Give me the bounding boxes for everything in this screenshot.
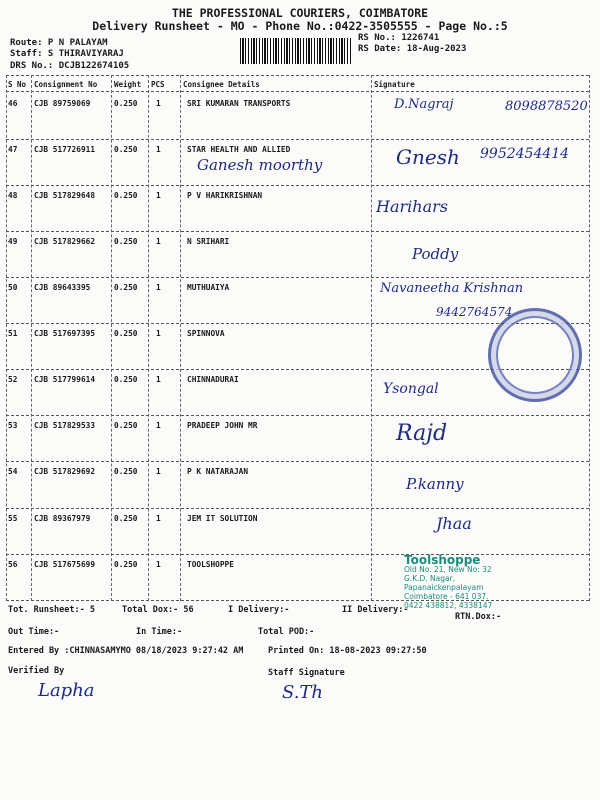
row-weight: 0.250 [114, 99, 138, 108]
row-weight: 0.250 [114, 375, 138, 384]
row-consignee: SRI KUMARAN TRANSPORTS [187, 99, 291, 108]
row-pcs: 1 [156, 375, 161, 384]
table-row [0, 421, 600, 466]
row-divider [6, 139, 589, 140]
row-weight: 0.250 [114, 421, 138, 430]
row-sno: 54 [8, 467, 18, 476]
row-consignee: MUTHUAIYA [187, 283, 230, 292]
row-divider [6, 554, 589, 555]
rs-date: RS Date: 18-Aug-2023 [358, 44, 467, 54]
row-weight: 0.250 [114, 467, 138, 476]
handwritten-signature: Ysongal [383, 381, 439, 397]
handwritten-signature: Gnesh [396, 145, 460, 169]
row-pcs: 1 [156, 145, 161, 154]
row-consignee: N SRIHARI [187, 237, 230, 246]
table-row [0, 191, 600, 236]
row-divider [6, 508, 589, 509]
toolshoppe-address-1: Old No. 21, New No: 32 [404, 565, 492, 574]
row-divider [6, 231, 589, 232]
handwritten-phone: 8098878520 [505, 99, 588, 114]
toolshoppe-address-3: Coimbatore - 641 037. [404, 592, 489, 601]
staff-label: Staff: S THIRAVIYARAJ [10, 49, 124, 59]
col-header-pcs: PCS [151, 80, 165, 89]
handwritten-name: Ganesh moorthy [197, 156, 323, 174]
table-row [0, 145, 600, 190]
table-top-rule [6, 75, 589, 76]
runsheet-title: Delivery Runsheet - MO - Phone No.:0422-3505555 - Page No.:5 [92, 19, 508, 33]
verified-handwritten-signature: Lapha [38, 680, 95, 701]
row-consignment: CJB 89643395 [34, 283, 91, 292]
row-consignee: STAR HEALTH AND ALLIED [187, 145, 291, 154]
toolshoppe-phone: 0422 438812, 4338147 [404, 601, 493, 610]
col-header-sno: S No [8, 80, 27, 89]
handwritten-phone: 9952454414 [480, 146, 570, 162]
col-header-weight: Weight [114, 80, 142, 89]
staff-handwritten-signature: S.Th [282, 682, 324, 703]
row-pcs: 1 [156, 467, 161, 476]
handwritten-signature: Rajd [396, 421, 448, 446]
total-runsheet: Tot. Runsheet:- 5 [8, 605, 95, 615]
table-row [0, 99, 600, 144]
row-pcs: 1 [156, 283, 161, 292]
row-sno: 49 [8, 237, 18, 246]
row-sno: 48 [8, 191, 18, 200]
row-consignment: CJB 517829662 [34, 237, 96, 246]
row-weight: 0.250 [114, 237, 138, 246]
row-consignee: JEM IT SOLUTION [187, 514, 258, 523]
handwritten-signature: Harihars [376, 197, 448, 216]
row-weight: 0.250 [114, 283, 138, 292]
row-sno: 52 [8, 375, 18, 384]
row-pcs: 1 [156, 191, 161, 200]
handwritten-signature: Navaneetha Krishnan [380, 281, 524, 296]
row-sno: 51 [8, 329, 18, 338]
row-consignee: P K NATARAJAN [187, 467, 249, 476]
row-consignment: CJB 517697395 [34, 329, 96, 338]
toolshoppe-address-2: G.K.D. Nagar, Papanaickenpalayam [404, 574, 484, 592]
table-row [0, 514, 600, 559]
row-consignment: CJB 517799614 [34, 375, 96, 384]
handwritten-signature: D.Nagraj [394, 97, 454, 112]
printed-on: Printed On: 18-08-2023 09:27:50 [268, 646, 427, 656]
row-pcs: 1 [156, 560, 161, 569]
rs-number: RS No.: 1226741 [358, 33, 440, 43]
row-sno: 55 [8, 514, 18, 523]
row-consignment: CJB 517726911 [34, 145, 96, 154]
table-header-rule [6, 91, 589, 92]
row-weight: 0.250 [114, 514, 138, 523]
row-divider [6, 185, 589, 186]
in-time: In Time:- [136, 627, 183, 637]
staff-signature-label: Staff Signature [268, 668, 345, 678]
row-consignment: CJB 89759069 [34, 99, 91, 108]
table-row [0, 237, 600, 282]
i-delivery: I Delivery:- [228, 605, 290, 615]
row-pcs: 1 [156, 329, 161, 338]
row-consignment: CJB 89367979 [34, 514, 91, 523]
row-pcs: 1 [156, 237, 161, 246]
row-consignee: CHINNADURAI [187, 375, 239, 384]
row-weight: 0.250 [114, 145, 138, 154]
company-round-stamp [488, 308, 582, 402]
col-header-signature: Signature [374, 80, 415, 89]
table-row [0, 467, 600, 512]
ii-delivery: II Delivery:- [342, 605, 409, 615]
row-pcs: 1 [156, 421, 161, 430]
handwritten-signature: Poddy [412, 245, 459, 263]
row-divider [6, 461, 589, 462]
total-dox: Total Dox:- 56 [122, 605, 194, 615]
row-weight: 0.250 [114, 191, 138, 200]
toolshoppe-brand: Toolshoppe [404, 553, 481, 567]
row-consignment: CJB 517675699 [34, 560, 96, 569]
row-divider [6, 277, 589, 278]
row-consignee: P V HARIKRISHNAN [187, 191, 263, 200]
rtn-dox: RTN.Dox:- [455, 612, 502, 622]
row-weight: 0.250 [114, 329, 138, 338]
verified-by-label: Verified By [8, 666, 65, 676]
barcode [240, 38, 352, 64]
total-pod: Total POD:- [258, 627, 315, 637]
out-time: Out Time:- [8, 627, 60, 637]
row-pcs: 1 [156, 514, 161, 523]
col-header-consignment: Consignment No [34, 80, 98, 89]
row-pcs: 1 [156, 99, 161, 108]
col-header-consignee: Consignee Details [183, 80, 260, 89]
row-consignee: PRADEEP JOHN MR [187, 421, 258, 430]
row-consignee: TOOLSHOPPE [187, 560, 234, 569]
handwritten-phone: 9442764574 [436, 305, 513, 319]
handwritten-signature: P.kanny [406, 475, 464, 493]
row-consignment: CJB 517829648 [34, 191, 96, 200]
row-sno: 53 [8, 421, 18, 430]
row-divider [6, 415, 589, 416]
drs-number: DRS No.: DCJB122674105 [10, 61, 130, 71]
row-sno: 56 [8, 560, 18, 569]
company-title: THE PROFESSIONAL COURIERS, COIMBATORE [171, 6, 429, 20]
row-sno: 47 [8, 145, 18, 154]
route-label: Route: P N PALAYAM [10, 38, 108, 48]
row-weight: 0.250 [114, 560, 138, 569]
row-consignment: CJB 517829692 [34, 467, 96, 476]
entered-by: Entered By :CHINNASAMYMO 08/18/2023 9:27:42 AM [8, 646, 244, 656]
handwritten-signature: Jhaa [436, 514, 472, 533]
row-sno: 46 [8, 99, 18, 108]
row-consignee: SPINNOVA [187, 329, 225, 338]
row-consignment: CJB 517829533 [34, 421, 96, 430]
row-sno: 50 [8, 283, 18, 292]
